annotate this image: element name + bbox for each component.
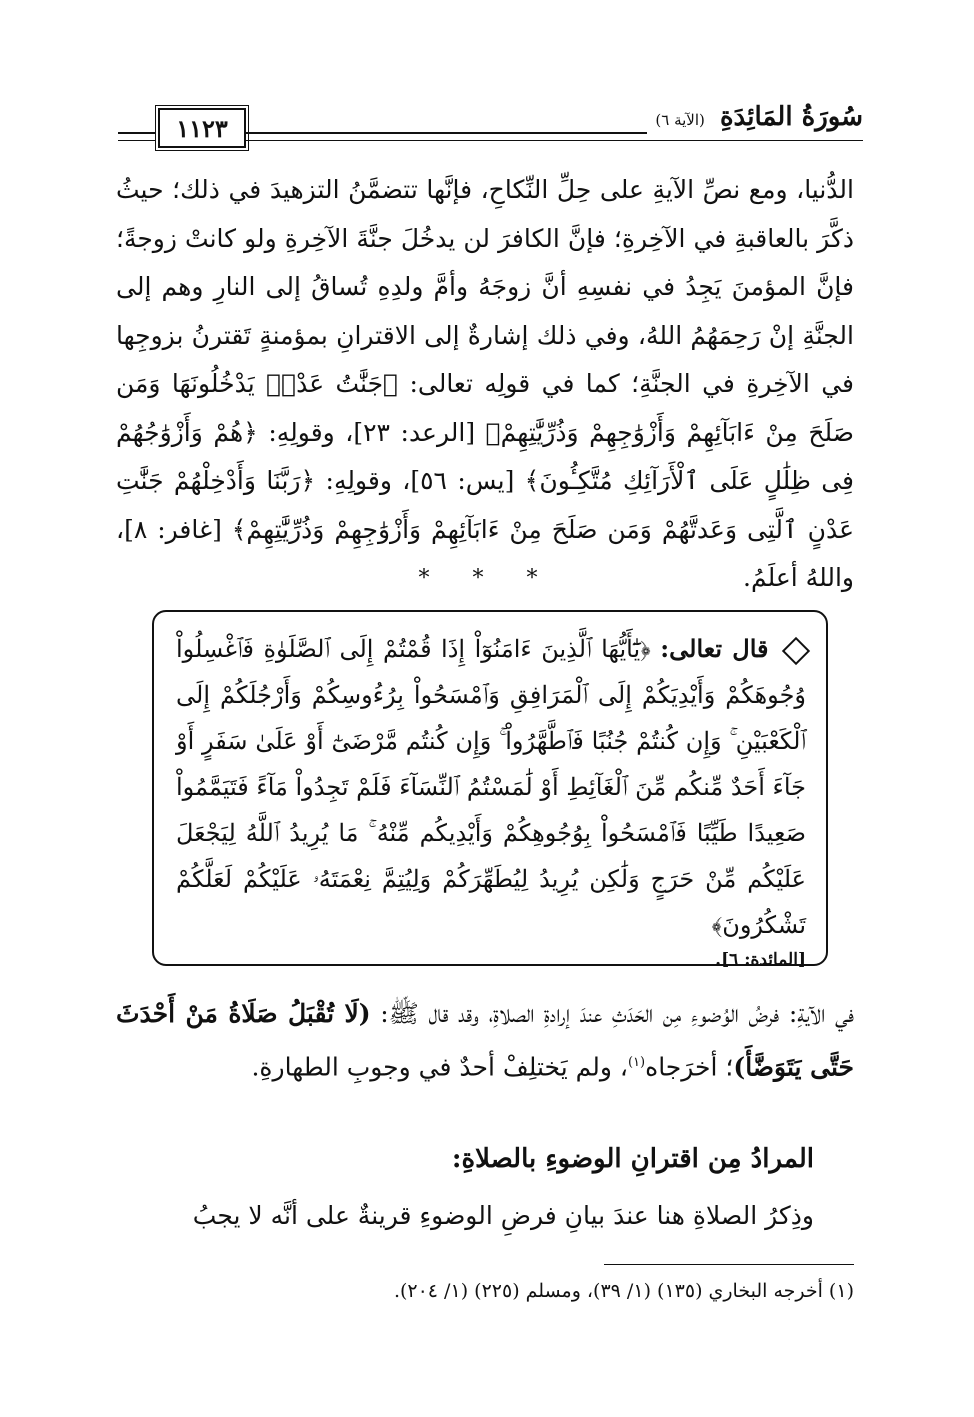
verse-lead: قال تعالى: [660,634,769,663]
verse-reference: [المائدة: ٦]. [715,950,806,970]
footnote-mark[interactable]: (١) [627,1054,646,1070]
page-header [118,102,863,150]
header-rule-left [118,132,156,141]
commentary-part2: ؛ أخرَجاه [645,1051,734,1081]
section-heading: المرادُ مِن اقترانِ الوضوءِ بالصلاةِ: [451,1144,814,1174]
verse-text-block [176,626,806,948]
intro-paragraph: الدُّنيا، ومع نصِّ الآيةِ على حِلِّ النِّكاحِ، فإنَّها تتضمَّنُ التزهيدَ في ذلك؛ حيثُ ذكَّرَ بالعاقبةِ في الآخِرةِ؛ فإنَّ الكافرَ لن يدخُلَ جنَّةَ الآخِرةِ ولو كانتْ زوجةً؛ فإنَّ المؤمنَ يَجِدُ في نفسِهِ أنَّ زوجَهُ وأمَّ ولدِهِ تُساقُ إلى النارِ وهم إلى الجنَّةِ إنْ رَحِمَهُمُ اللهُ، وفي ذلك إشارةٌ إلى الاقترانِ بمؤمنةٍ تَقترنُ بزوجِها في الآخِرةِ في الجنَّةِ؛ كما في قولِه تعالى: ﴿جَنَّٰتُ عَدْنٖ يَدْخُلُونَهَا وَمَن صَلَحَ مِنْ ءَابَآئِهِمْ وَأَزْوَٰجِهِمْ وَذُرِّيَّٰتِهِمْ﴾ [الرعد: ٢٣]، وقولِهِ: ﴿هُمْ وَأَزْوَٰجُهُمْ فِى ظِلَٰلٍ عَلَى ٱلْأَرَآئِكِ مُتَّكِـُٔونَ﴾ [يس: ٥٦]، وقولِهِ: ﴿رَبَّنَا وَأَدْخِلْهُمْ جَنَّٰتِ عَدْنٍ ٱلَّتِى وَعَدتَّهُمْ وَمَن صَلَحَ مِنْ ءَابَآئِهِمْ وَأَزْوَٰجِهِمْ وَذُرِّيَّٰتِهِمْ﴾ [غافر: ٨]، واللهُ أعلَمُ. [116,175,855,592]
commentary-part3: ، ولم يَختلِفْ أحدٌ في وجوبِ الطهارةِ. [251,1051,628,1081]
commentary-paragraph [116,990,854,1091]
verse-marker-icon [782,636,810,664]
hadith-quote: (لَا تُقْبَلُ صَلَاةُ مَنْ أَحْدَثَ حَتَّى يَتَوَضَّأَ) [116,999,854,1081]
surah-name: سُورَةُ المَائِدَةِ [719,102,863,132]
section-separator: * * * [418,566,556,591]
verse-box [152,610,828,970]
footnote: (١) أخرجه البخاري (١٣٥) (١/ ٣٩)، ومسلم (٢٢٥) (١/ ٢٠٤). [393,1280,854,1302]
closing-line: وذِكرُ الصلاةِ هنا عندَ بيانِ فرضِ الوضوءِ قرينةٌ على أنَّه لا يجبُ [192,1201,814,1230]
page-number: ١١٢٣ [158,108,246,148]
verse-text: ﴿يَٰٓأَيُّهَا ٱلَّذِينَ ءَامَنُوٓاْ إِذَا قُمْتُمْ إِلَى ٱلصَّلَوٰةِ فَٱغْسِلُواْ وُجُوهَكُمْ وَأَيْدِيَكُمْ إِلَى ٱلْمَرَافِقِ وَٱمْسَحُواْ بِرُءُوسِكُمْ وَأَرْجُلَكُمْ إِلَى ٱلْكَعْبَيْنِ ۚ وَإِن كُنتُمْ جُنُبًا فَٱطَّهَّرُواْ ۚ وَإِن كُنتُم مَّرْضَىٰٓ أَوْ عَلَىٰ سَفَرٍ أَوْ جَآءَ أَحَدٌ مِّنكُم مِّنَ ٱلْغَآئِطِ أَوْ لَٰمَسْتُمُ ٱلنِّسَآءَ فَلَمْ تَجِدُواْ مَآءً فَتَيَمَّمُواْ صَعِيدًا طَيِّبًا فَٱمْسَحُواْ بِوُجُوهِكُمْ وَأَيْدِيكُم مِّنْهُ ۚ مَا يُرِيدُ ٱللَّهُ لِيَجْعَلَ عَلَيْكُم مِّنْ حَرَجٍ وَلَٰكِن يُرِيدُ لِيُطَهِّرَكُمْ وَلِيُتِمَّ نِعْمَتَهُۥ عَلَيْكُمْ لَعَلَّكُمْ تَشْكُرُونَ﴾ [176,635,806,939]
footnote-divider [604,1264,854,1265]
surah-verse-label: (الآية ٦) [655,111,705,129]
surah-title [647,102,863,135]
commentary-part1: في الآيةِ: فرضُ الوُضوءِ مِن الحَدَثِ عندَ إرادةِ الصلاةِ، وقد قال ﷺ: [370,999,854,1028]
